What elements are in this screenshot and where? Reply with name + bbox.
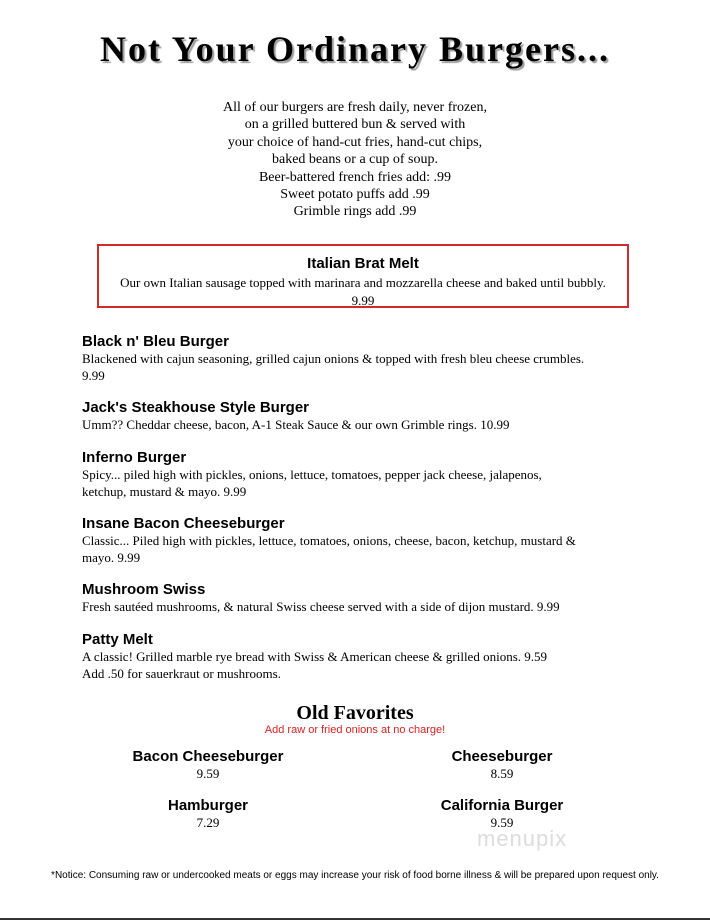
menu-item (82, 581, 642, 616)
featured-item-name: Italian Brat Melt (307, 255, 419, 272)
favorite-item-name: Cheeseburger (451, 748, 553, 765)
menu-item-description: Blackened with cajun seasoning, grilled cajun onions & topped with fresh bleu cheese crumbles. (82, 351, 585, 366)
menu-item-name: Black n' Bleu Burger (82, 333, 229, 350)
featured-item-price: 9.99 (351, 293, 375, 308)
watermark-logo: menupix (477, 826, 568, 851)
favorite-item (88, 797, 328, 831)
favorite-item-price: 9.59 (490, 815, 514, 830)
menu-item (82, 399, 642, 434)
menu-item (82, 631, 642, 682)
menu-item-description: A classic! Grilled marble rye bread with Swiss & American cheese & grilled onions. 9.59 (82, 649, 547, 664)
favorite-item-price: 7.29 (196, 815, 220, 830)
menu-item-description-cont: Add .50 for sauerkraut or mushrooms. (82, 665, 281, 681)
intro-text (0, 99, 710, 221)
menu-item-description: Umm?? Cheddar cheese, bacon, A-1 Steak Sauce & our own Grimble rings. 10.99 (82, 417, 510, 432)
old-favorites-title: Old Favorites (296, 702, 414, 724)
menu-item-price: 9.99 (82, 367, 105, 383)
bottom-divider (0, 918, 710, 920)
intro-line: Grimble rings add .99 (293, 204, 417, 220)
intro-line: your choice of hand-cut fries, hand-cut chips, (227, 134, 483, 150)
favorite-item-name: California Burger (440, 797, 564, 814)
menu-item-name: Patty Melt (82, 631, 153, 648)
favorite-item-price: 9.59 (196, 766, 220, 781)
menu-item-description: Fresh sautéed mushrooms, & natural Swiss cheese served with a side of dijon mustard. 9.99 (82, 599, 560, 614)
intro-line: on a grilled buttered bun & served with (244, 117, 466, 133)
favorite-item-price: 8.59 (490, 766, 514, 781)
menu-item-name: Inferno Burger (82, 449, 187, 466)
favorite-item (88, 748, 328, 782)
menu-item-description: Spicy... piled high with pickles, onions, lettuce, tomatoes, pepper jack cheese, jalapenos, (82, 467, 542, 482)
menu-item-description-cont: mayo. 9.99 (82, 549, 141, 565)
menu-item-name: Jack's Steakhouse Style Burger (82, 399, 310, 416)
favorite-item (382, 748, 622, 782)
favorite-item-name: Bacon Cheeseburger (132, 748, 284, 765)
menu-item-description-cont: ketchup, mustard & mayo. 9.99 (82, 483, 247, 499)
featured-item-description: Our own Italian sausage topped with marinara and mozzarella cheese and baked until bubbly. (120, 275, 606, 290)
favorite-item-name: Hamburger (167, 797, 249, 814)
intro-line: Beer-battered french fries add: .99 (258, 169, 452, 185)
page-title: Not Your Ordinary Burgers... (100, 29, 610, 69)
menu-item-description: Classic... Piled high with pickles, lettuce, tomatoes, onions, cheese, bacon, ketchup, mustard & (82, 533, 576, 548)
intro-line: All of our burgers are fresh daily, never frozen, (223, 100, 487, 115)
food-safety-notice: *Notice: Consuming raw or undercooked meats or eggs may increase your risk of food borne illness & will be prepared upon request only. (51, 870, 659, 881)
menu-item (82, 515, 642, 566)
menu-item (82, 449, 642, 500)
featured-item-box (97, 244, 629, 308)
menu-item-name: Mushroom Swiss (82, 581, 206, 598)
old-favorites-subtitle: Add raw or fried onions at no charge! (264, 724, 446, 736)
intro-line: Sweet potato puffs add .99 (280, 187, 430, 203)
menu-item-name: Insane Bacon Cheeseburger (82, 515, 285, 532)
intro-line: baked beans or a cup of soup. (271, 152, 438, 168)
menu-item (82, 333, 642, 384)
